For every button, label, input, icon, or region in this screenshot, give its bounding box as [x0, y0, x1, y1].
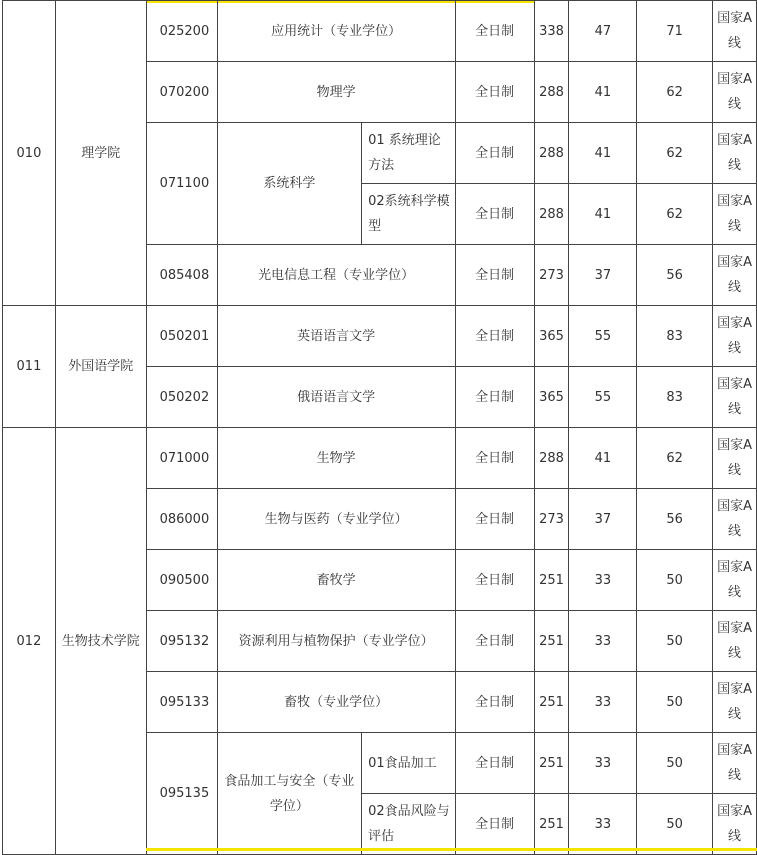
- total-score-cell: 288: [534, 184, 569, 245]
- major-name-cell: 生物与医药（专业学位）: [217, 489, 455, 550]
- major-code-cell: 071100: [146, 123, 217, 245]
- major-name-cell: 生物学: [217, 428, 455, 489]
- study-mode-cell: 全日制: [455, 1, 534, 62]
- study-mode-cell: 全日制: [455, 367, 534, 428]
- single-subject-100-cell: 41: [569, 428, 637, 489]
- major-name-cell: 俄语语言文学: [217, 367, 455, 428]
- study-mode-cell: 全日制: [455, 489, 534, 550]
- major-code-cell: 050201: [146, 306, 217, 367]
- study-mode-cell: 全日制: [455, 428, 534, 489]
- college-name-cell: 外国语学院: [55, 306, 146, 428]
- total-score-cell: 288: [534, 123, 569, 184]
- table-body: [3, 1, 757, 855]
- line-type-cell: 国家A线: [713, 794, 757, 855]
- study-mode-cell: 全日制: [455, 123, 534, 184]
- single-subject-150-cell: 50: [637, 794, 713, 855]
- single-subject-100-cell: 47: [569, 1, 637, 62]
- major-name-cell: 资源利用与植物保护（专业学位）: [217, 611, 455, 672]
- single-subject-150-cell: 83: [637, 306, 713, 367]
- college-name-cell: 理学院: [55, 1, 146, 306]
- single-subject-100-cell: 33: [569, 611, 637, 672]
- major-name-cell: 应用统计（专业学位）: [217, 1, 455, 62]
- major-name-cell: 畜牧（专业学位）: [217, 672, 455, 733]
- line-type-cell: 国家A线: [713, 733, 757, 794]
- major-code-cell: 090500: [146, 550, 217, 611]
- single-subject-150-cell: 56: [637, 489, 713, 550]
- major-code-cell: 095132: [146, 611, 217, 672]
- research-direction-cell: 01 系统理论方法: [362, 123, 456, 184]
- single-subject-150-cell: 50: [637, 733, 713, 794]
- college-code-cell: 012: [3, 428, 56, 855]
- line-type-cell: 国家A线: [713, 367, 757, 428]
- line-type-cell: 国家A线: [713, 611, 757, 672]
- line-type-cell: 国家A线: [713, 550, 757, 611]
- single-subject-100-cell: 41: [569, 62, 637, 123]
- table-row: [3, 1, 757, 62]
- major-code-cell: 095135: [146, 733, 217, 855]
- major-code-cell: 025200: [146, 1, 217, 62]
- single-subject-100-cell: 33: [569, 550, 637, 611]
- total-score-cell: 365: [534, 306, 569, 367]
- total-score-cell: 365: [534, 367, 569, 428]
- research-direction-cell: 01食品加工: [362, 733, 456, 794]
- total-score-cell: 251: [534, 794, 569, 855]
- study-mode-cell: 全日制: [455, 794, 534, 855]
- single-subject-150-cell: 50: [637, 550, 713, 611]
- single-subject-150-cell: 71: [637, 1, 713, 62]
- line-type-cell: 国家A线: [713, 672, 757, 733]
- line-type-cell: 国家A线: [713, 123, 757, 184]
- line-type-cell: 国家A线: [713, 62, 757, 123]
- study-mode-cell: 全日制: [455, 733, 534, 794]
- total-score-cell: 288: [534, 428, 569, 489]
- total-score-cell: 338: [534, 1, 569, 62]
- total-score-cell: 251: [534, 611, 569, 672]
- line-type-cell: 国家A线: [713, 184, 757, 245]
- research-direction-cell: 02食品风险与评估: [362, 794, 456, 855]
- single-subject-150-cell: 56: [637, 245, 713, 306]
- major-code-cell: 071000: [146, 428, 217, 489]
- major-name-cell: 英语语言文学: [217, 306, 455, 367]
- line-type-cell: 国家A线: [713, 245, 757, 306]
- major-code-cell: 086000: [146, 489, 217, 550]
- table-row: [3, 306, 757, 367]
- single-subject-150-cell: 62: [637, 428, 713, 489]
- study-mode-cell: 全日制: [455, 550, 534, 611]
- study-mode-cell: 全日制: [455, 672, 534, 733]
- total-score-cell: 288: [534, 62, 569, 123]
- table-row: [3, 428, 757, 489]
- single-subject-150-cell: 50: [637, 672, 713, 733]
- single-subject-100-cell: 55: [569, 306, 637, 367]
- research-direction-cell: 02系统科学模型: [362, 184, 456, 245]
- line-type-cell: 国家A线: [713, 1, 757, 62]
- single-subject-150-cell: 62: [637, 123, 713, 184]
- single-subject-100-cell: 37: [569, 245, 637, 306]
- major-name-cell: 物理学: [217, 62, 455, 123]
- major-code-cell: 070200: [146, 62, 217, 123]
- study-mode-cell: 全日制: [455, 62, 534, 123]
- total-score-cell: 273: [534, 489, 569, 550]
- single-subject-100-cell: 41: [569, 123, 637, 184]
- study-mode-cell: 全日制: [455, 611, 534, 672]
- single-subject-100-cell: 33: [569, 733, 637, 794]
- major-name-cell: 食品加工与安全（专业学位）: [217, 733, 362, 855]
- single-subject-100-cell: 33: [569, 794, 637, 855]
- line-type-cell: 国家A线: [713, 489, 757, 550]
- college-code-cell: 011: [3, 306, 56, 428]
- single-subject-150-cell: 62: [637, 184, 713, 245]
- major-code-cell: 085408: [146, 245, 217, 306]
- score-line-table: [2, 0, 757, 855]
- single-subject-150-cell: 62: [637, 62, 713, 123]
- single-subject-100-cell: 55: [569, 367, 637, 428]
- major-name-cell: 光电信息工程（专业学位）: [217, 245, 455, 306]
- single-subject-100-cell: 33: [569, 672, 637, 733]
- total-score-cell: 273: [534, 245, 569, 306]
- major-code-cell: 050202: [146, 367, 217, 428]
- major-name-cell: 系统科学: [217, 123, 362, 245]
- total-score-cell: 251: [534, 550, 569, 611]
- college-code-cell: 010: [3, 1, 56, 306]
- single-subject-150-cell: 50: [637, 611, 713, 672]
- study-mode-cell: 全日制: [455, 184, 534, 245]
- major-code-cell: 095133: [146, 672, 217, 733]
- line-type-cell: 国家A线: [713, 306, 757, 367]
- single-subject-100-cell: 41: [569, 184, 637, 245]
- study-mode-cell: 全日制: [455, 306, 534, 367]
- major-name-cell: 畜牧学: [217, 550, 455, 611]
- total-score-cell: 251: [534, 733, 569, 794]
- single-subject-150-cell: 83: [637, 367, 713, 428]
- single-subject-100-cell: 37: [569, 489, 637, 550]
- study-mode-cell: 全日制: [455, 245, 534, 306]
- college-name-cell: 生物技术学院: [55, 428, 146, 855]
- line-type-cell: 国家A线: [713, 428, 757, 489]
- total-score-cell: 251: [534, 672, 569, 733]
